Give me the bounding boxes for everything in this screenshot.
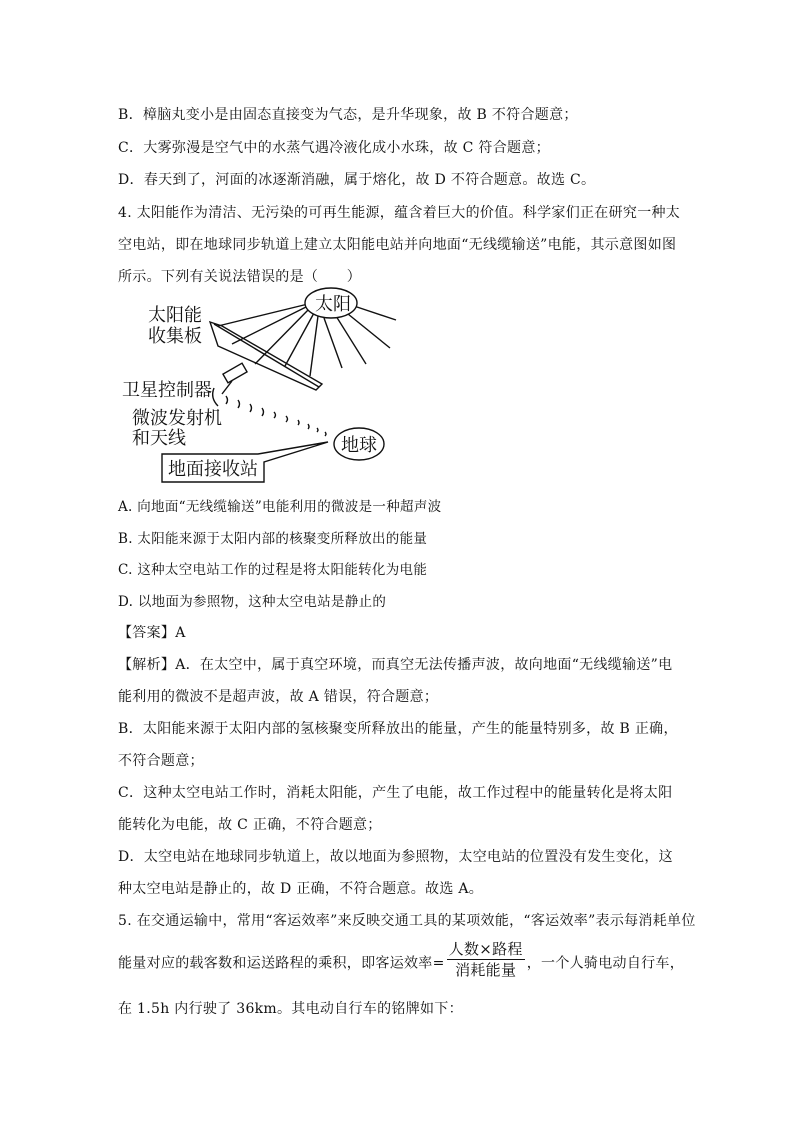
prev-answer-line-c: C．大雾弥漫是空气中的水蒸气遇冷液化成小水珠，故 C 符合题意； [118, 140, 550, 156]
antenna-label-1: 微波发射机 [132, 408, 222, 429]
q4-stem-line-2: 空电站，即在地球同步轨道上建立太阳能电站并向地面“无线缆输送”电能，其示意图如图 [118, 237, 677, 253]
q4-option-b: B. 太阳能来源于太阳内部的核聚变所释放出的能量 [118, 531, 428, 547]
q4-analysis-line-2: 能利用的微波不是超声波，故 A 错误，符合题意； [118, 689, 439, 705]
panel-label-2: 收集板 [148, 326, 202, 347]
q5-stem-line-2-tail: ，一个人骑电动自行车， [526, 955, 685, 972]
q4-analysis-line-4: 不符合题意； [118, 753, 204, 769]
q5-stem-line-3: 在 1.5h 内行驶了 36km。其电动自行车的铭牌如下： [118, 1001, 463, 1017]
q4-analysis-line-1: 【解析】A．在太空中，属于真空环境，而真空无法传播声波，故向地面“无线缆输送”电 [118, 657, 673, 673]
q4-analysis-line-6: 能转化为电能，故 C 正确，不符合题意； [118, 817, 382, 833]
q4-analysis-line-7: D．太空电站在地球同步轨道上，故以地面为参照物，太空电站的位置没有发生变化，这 [118, 849, 673, 865]
formula-denominator: 消耗能量 [455, 961, 517, 979]
q5-stem-line-2-text: 能量对应的载客数和运送路程的乘积，即客运效率= [118, 955, 445, 972]
antenna-label-2: 和天线 [132, 428, 186, 449]
sun-label: 太阳 [315, 294, 351, 315]
q5-stem-line-2 [118, 940, 685, 983]
prev-answer-line-d: D．春天到了，河面的冰逐渐消融，属于熔化，故 D 不符合题意。故选 C。 [118, 172, 596, 188]
q5-stem-line-1: 5. 在交通运输中，常用“客运效率”来反映交通工具的某项效能，“客运效率”表示每消耗单位 [118, 913, 696, 929]
q4-option-d: D. 以地面为参照物，这种太空电站是静止的 [118, 594, 387, 610]
q4-option-a: A. 向地面“无线缆输送”电能利用的微波是一种超声波 [118, 499, 442, 515]
q4-analysis-line-3: B．太阳能来源于太阳内部的氢核聚变所释放出的能量，产生的能量特别多，故 B 正确， [118, 721, 678, 737]
ground-station-label: 地面接收站 [168, 459, 258, 480]
earth-label: 地球 [341, 435, 377, 456]
formula-numerator: 人数×路程 [448, 940, 523, 958]
panel-label-1: 太阳能 [148, 305, 202, 326]
q4-option-c: C. 这种太空电站工作的过程是将太阳能转化为电能 [118, 562, 428, 578]
efficiency-formula-fraction [447, 940, 525, 979]
q4-answer: 【答案】A [118, 625, 186, 641]
q4-stem-line-1: 4. 太阳能作为清洁、无污染的可再生能源，蕴含着巨大的价值。科学家们正在研究一种太 [118, 205, 681, 221]
q4-analysis-line-5: C．这种太空电站工作时，消耗太阳能，产生了电能，故工作过程中的能量转化是将太阳 [118, 785, 673, 801]
q4-analysis-line-8: 种太空电站是静止的，故 D 正确，不符合题意。故选 A。 [118, 881, 484, 897]
prev-answer-line-b: B．樟脑丸变小是由固态直接变为气态，是升华现象，故 B 不符合题意； [118, 107, 578, 123]
q4-stem-line-3: 所示。下列有关说法错误的是（ ） [118, 269, 362, 285]
satellite-controller-label: 卫星控制器 [122, 380, 212, 401]
space-power-station-diagram [110, 286, 410, 486]
